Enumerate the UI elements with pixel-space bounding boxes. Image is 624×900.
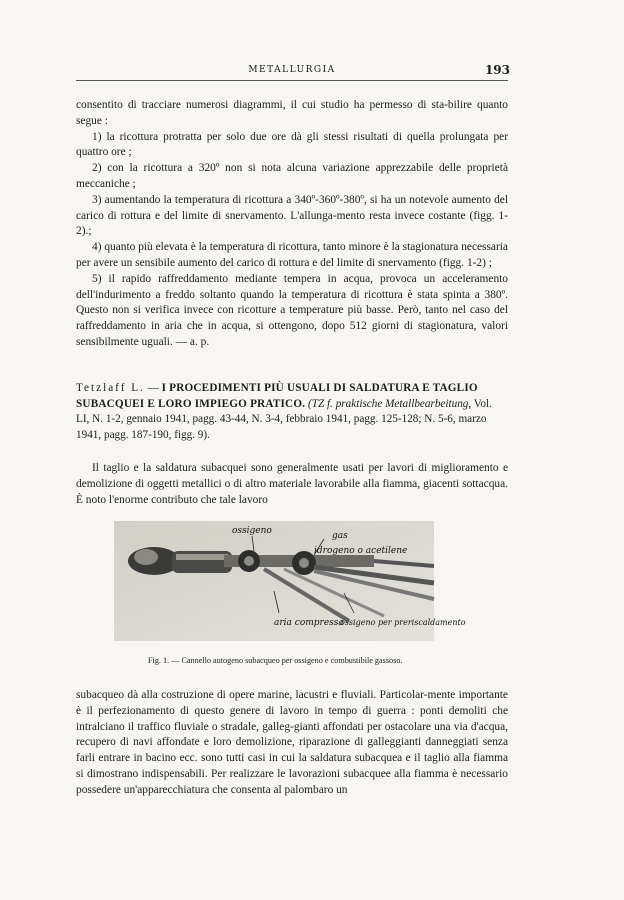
torch-illustration bbox=[114, 521, 466, 641]
paragraph: subacqueo dà alla costruzione di opere marine, lacustri e fluviali. Particolar-mente importante è il perfezionamento di questo genere di lavoro in tempo di guerra : ponti demoliti che intralciano il traffico fluviale o stradale, galleg-gianti affondati per ostacolare una via d'acqua, recupero di navi affondate e loro demolizione, riparazione di galleggianti danneggiati senza farli entrare in bacino ecc. sono tutti casi in cui la saldatura subacquea e il taglio alla fiamma si dimostrano indispensabili. Per realizzare le lavorazioni subacquee alla fiamma è necessario possedere un'apparecchiatura che consenta al palombaro un bbox=[76, 689, 508, 796]
label-gas: gas bbox=[332, 531, 348, 541]
reference-details: Vol. LI, N. 1-2, gennaio 1941, pagg. 43-44, N. 3-4, febbraio 1941, pagg. 125-128; N. 5-6, marzo 1941, pagg. 187-190, figg. 9). bbox=[76, 397, 492, 441]
figure-caption: Fig. 1. — Cannello autogeno subacqueo per ossigeno e combustibile gassoso. bbox=[148, 656, 403, 665]
section-intro bbox=[76, 461, 508, 508]
reference-text bbox=[76, 382, 492, 441]
header-title: METALLURGIA bbox=[248, 65, 336, 75]
label-idrogeno: idrogeno o acetilene bbox=[314, 546, 408, 556]
reference-journal: (TZ f. praktische Metallbearbeitung, bbox=[308, 397, 472, 410]
section-applications bbox=[76, 688, 508, 799]
reference-author: Tetzlaff L. bbox=[76, 382, 145, 394]
paragraph: 3) aumentando la temperatura di ricottura a 340º-360º-380º, si ha un notevole aumento del carico di rottura e del limite di snervamento. L'allunga-mento resta invece costante (figg. 1-2).; bbox=[76, 193, 508, 238]
label-aria: aria compressa bbox=[274, 618, 344, 628]
paragraph: consentito di tracciare numerosi diagrammi, il cui studio ha permesso di sta-bilire quanto segue : bbox=[76, 99, 508, 127]
paragraph: 2) con la ricottura a 320º non si nota alcuna variazione apprezzabile delle proprietà meccaniche ; bbox=[76, 162, 508, 190]
page-number: 193 bbox=[484, 63, 510, 77]
section-results bbox=[76, 98, 508, 351]
paragraph: Il taglio e la saldatura subacquei sono generalmente usati per lavori di miglioramento e demolizione di oggetti metallici o di altro materiale lavorabile alla fiamma, giacenti sottacqua. È noto l'enorme contributo che tale lavoro bbox=[76, 462, 508, 506]
paragraph: 4) quanto più elevata è la temperatura di ricottura, tanto minore è la stagionatura necessaria per avere un sensibile aumento del carico di rottura e del limite di snervamento (figg. 1-2) ; bbox=[76, 241, 508, 269]
bibliographic-reference bbox=[76, 381, 508, 443]
figure-photo bbox=[114, 521, 466, 641]
label-ossigeno: ossigeno bbox=[232, 526, 272, 536]
reference-dash: — bbox=[144, 382, 162, 394]
paragraph: 1) la ricottura protratta per solo due ore dà gli stessi risultati di quella prolungata per quattro ore ; bbox=[76, 130, 508, 159]
reference-title: I PROCEDIMENTI PIÙ USUALI DI SALDATURA E TAGLIO SUBACQUEI E LORO IMPIEGO PRATICO. bbox=[76, 382, 478, 410]
running-header bbox=[76, 64, 508, 81]
label-ossigeno-pre: ossigeno per preriscaldamento bbox=[340, 618, 466, 627]
paragraph: 5) il rapido raffreddamento mediante tempera in acqua, provoca un acceleramento dell'indurimento a freddo soltanto quando la temperatura di ricottura è stata spinta a 380º. Questo non si verifica invece con ricotture a temperature più basse. Però, tanto nel caso del raffreddamento in aria che in acqua, si ottengono, dopo 512 giorni di stagionatura, valori sensibilmente uguali. — a. p. bbox=[76, 272, 508, 348]
